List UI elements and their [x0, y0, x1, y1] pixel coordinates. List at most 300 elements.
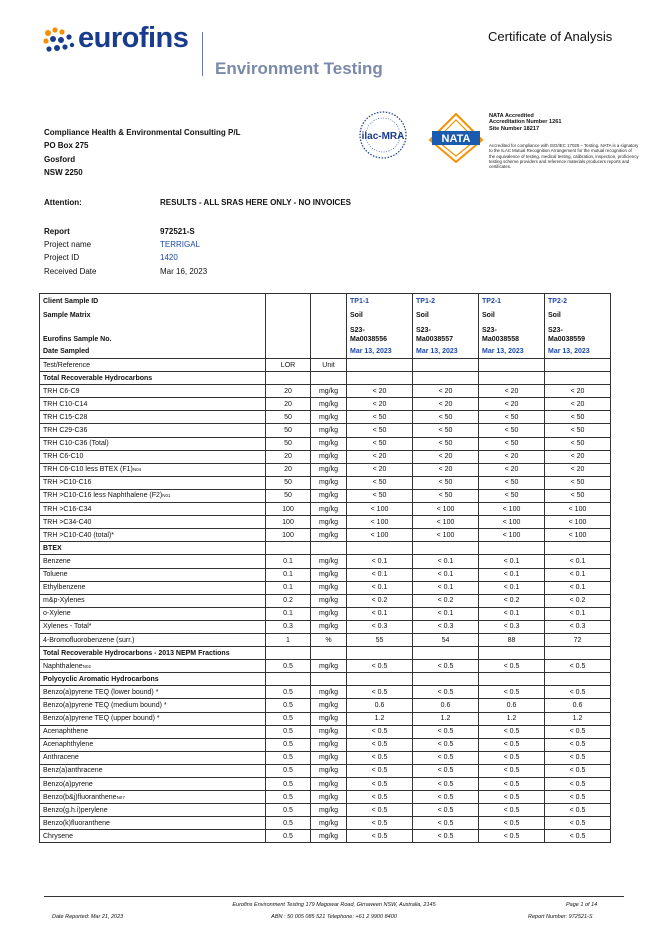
lor-cell: 0.5: [266, 791, 311, 804]
result-cell: < 100: [347, 503, 413, 516]
analyte-name: Acenaphthene: [40, 725, 266, 738]
table-row: [40, 764, 611, 777]
table-row: [40, 529, 611, 542]
result-cell: < 0.5: [347, 830, 413, 843]
result-cell: < 0.5: [479, 804, 545, 817]
unit-cell: mg/kg: [311, 581, 347, 594]
accreditation-line: Accreditation Number 1261: [489, 119, 562, 126]
result-cell: < 0.5: [347, 817, 413, 830]
eurofins-sample-no: S23- Ma0038557: [413, 322, 479, 344]
result-cell: < 50: [479, 424, 545, 437]
accreditation-description: Accredited for compliance with ISO/IEC 17025 – Testing. NATA is a signatory to the ILAC Mutual Recognition Arrangement for the mutual recognition of the equivalence of testing, medical testing, calibration, inspection, proficiency testing scheme providers and reference materials producers reports and certificates.: [489, 143, 639, 170]
table-row: [40, 568, 611, 581]
result-cell: < 0.5: [347, 686, 413, 699]
result-cell: < 50: [347, 437, 413, 450]
analyte-name: TRH C15-C28: [40, 411, 266, 424]
eurofins-sample-no: S23- Ma0038558: [479, 322, 545, 344]
table-row: [40, 738, 611, 751]
result-cell: < 20: [479, 398, 545, 411]
client-line: Gosford: [44, 154, 76, 164]
result-cell: < 20: [413, 385, 479, 398]
table-row: [40, 817, 611, 830]
result-cell: < 0.5: [479, 738, 545, 751]
result-cell: < 100: [545, 516, 611, 529]
unit-cell: mg/kg: [311, 686, 347, 699]
result-cell: < 0.1: [545, 555, 611, 568]
result-cell: < 20: [347, 385, 413, 398]
footer-divider: [44, 896, 624, 897]
ilac-mra-logo-icon: [352, 109, 414, 166]
result-cell: < 0.5: [347, 725, 413, 738]
sample-id: TP2-2: [545, 294, 611, 309]
header-row-sample-id: [40, 294, 611, 309]
lor-cell: 0.2: [266, 594, 311, 607]
result-cell: < 0.5: [413, 738, 479, 751]
lor-cell: 0.5: [266, 712, 311, 725]
table-row: [40, 463, 611, 476]
analyte-name: TRH C10-C36 (Total): [40, 437, 266, 450]
unit-cell: mg/kg: [311, 476, 347, 489]
table-row: [40, 555, 611, 568]
result-cell: < 0.1: [479, 607, 545, 620]
table-row: [40, 778, 611, 791]
lor-cell: 0.5: [266, 764, 311, 777]
lor-cell: 0.5: [266, 804, 311, 817]
result-cell: < 50: [545, 476, 611, 489]
analyte-name: Naphthalene$^{N02}$: [40, 660, 266, 673]
lor-cell: 100: [266, 529, 311, 542]
sample-matrix: Soil: [413, 308, 479, 322]
client-line: PO Box 275: [44, 141, 89, 151]
table-row: [40, 450, 611, 463]
result-cell: 0.6: [545, 699, 611, 712]
analyte-name: TRH >C16-C34: [40, 503, 266, 516]
analyte-name: TRH >C10-C16 less Naphthalene $(F2)^{N01}$: [40, 489, 266, 502]
lor-cell: 50: [266, 476, 311, 489]
test-reference-header: Test/Reference: [40, 359, 266, 372]
result-cell: < 0.5: [545, 725, 611, 738]
result-cell: < 0.1: [347, 568, 413, 581]
result-cell: 1.2: [347, 712, 413, 725]
result-cell: < 50: [479, 476, 545, 489]
result-cell: < 0.3: [413, 620, 479, 633]
lor-header: LOR: [266, 359, 311, 372]
result-cell: < 20: [545, 385, 611, 398]
lor-cell: 0.1: [266, 555, 311, 568]
lor-cell: 50: [266, 437, 311, 450]
ilac-text: ilac-MRA: [361, 131, 405, 142]
section-header-row: [40, 673, 611, 686]
nata-text: NATA: [441, 133, 471, 145]
unit-cell: mg/kg: [311, 778, 347, 791]
section-title: Total Recoverable Hydrocarbons - 2013 NEPM Fractions: [40, 647, 266, 660]
result-cell: < 50: [413, 411, 479, 424]
table-row: [40, 424, 611, 437]
result-cell: < 50: [545, 437, 611, 450]
accreditation-info: [489, 113, 561, 132]
logo-text: eurofins: [78, 22, 189, 54]
result-cell: < 0.3: [347, 620, 413, 633]
result-cell: < 0.1: [545, 581, 611, 594]
unit-cell: mg/kg: [311, 738, 347, 751]
footer-abn: ABN : 50 005 085 521 Telephone: +61 2 9900 8400: [271, 914, 397, 920]
lor-cell: 50: [266, 489, 311, 502]
lor-cell: 0.1: [266, 607, 311, 620]
results-table: [39, 293, 611, 843]
section-header-row: [40, 647, 611, 660]
result-cell: < 50: [413, 476, 479, 489]
result-cell: < 0.5: [479, 751, 545, 764]
unit-cell: mg/kg: [311, 437, 347, 450]
result-cell: < 20: [479, 385, 545, 398]
unit-cell: mg/kg: [311, 830, 347, 843]
analyte-name: TRH C29-C36: [40, 424, 266, 437]
analyte-name: Benzo(a)pyrene TEQ (upper bound) *: [40, 712, 266, 725]
result-cell: < 100: [479, 516, 545, 529]
table-row: [40, 385, 611, 398]
eurofins-sample-no: S23- Ma0038559: [545, 322, 611, 344]
result-cell: < 0.5: [413, 725, 479, 738]
analyte-name: Chrysene: [40, 830, 266, 843]
result-cell: < 0.5: [413, 817, 479, 830]
result-cell: < 20: [347, 398, 413, 411]
table-row: [40, 516, 611, 529]
result-cell: < 50: [545, 489, 611, 502]
unit-cell: mg/kg: [311, 411, 347, 424]
result-cell: 1.2: [545, 712, 611, 725]
result-cell: < 0.5: [413, 751, 479, 764]
result-cell: 1.2: [413, 712, 479, 725]
lor-cell: 100: [266, 503, 311, 516]
result-cell: < 100: [545, 529, 611, 542]
result-cell: < 0.5: [545, 778, 611, 791]
eurofins-logo-icon: [42, 26, 76, 61]
analyte-name: Benzo(a)pyrene: [40, 778, 266, 791]
lor-cell: 100: [266, 516, 311, 529]
result-cell: < 50: [479, 489, 545, 502]
received-date: Mar 16, 2023: [160, 266, 208, 276]
result-cell: < 20: [413, 463, 479, 476]
result-cell: < 0.5: [545, 804, 611, 817]
result-cell: 88: [479, 633, 545, 646]
result-cell: < 20: [545, 450, 611, 463]
lor-cell: 0.5: [266, 778, 311, 791]
result-cell: < 20: [479, 463, 545, 476]
result-cell: < 0.3: [545, 620, 611, 633]
result-cell: < 0.1: [413, 607, 479, 620]
result-cell: < 0.5: [413, 778, 479, 791]
unit-cell: mg/kg: [311, 791, 347, 804]
lor-cell: 0.5: [266, 725, 311, 738]
result-cell: < 50: [347, 476, 413, 489]
unit-cell: mg/kg: [311, 660, 347, 673]
result-cell: < 0.5: [545, 817, 611, 830]
result-cell: < 0.5: [413, 686, 479, 699]
result-cell: < 0.5: [413, 764, 479, 777]
project-id: 1420: [160, 253, 178, 263]
result-cell: 0.6: [413, 699, 479, 712]
result-cell: < 0.1: [413, 581, 479, 594]
table-row: [40, 437, 611, 450]
analyte-name: TRH C6-C10: [40, 450, 266, 463]
accreditation-line: Site Number 18217: [489, 125, 540, 132]
lor-cell: 0.5: [266, 699, 311, 712]
page-number: Page 1 of 14: [566, 902, 598, 908]
analyte-name: TRH >C10-C40 (total)*: [40, 529, 266, 542]
result-cell: < 0.5: [479, 764, 545, 777]
result-cell: < 100: [545, 503, 611, 516]
analyte-name: Ethylbenzene: [40, 581, 266, 594]
client-sample-id-header: Client Sample ID: [40, 294, 266, 309]
attention-label: Attention:: [44, 198, 82, 207]
sample-matrix-header: Sample Matrix: [40, 308, 266, 322]
result-cell: < 100: [413, 516, 479, 529]
lor-cell: 20: [266, 450, 311, 463]
result-cell: < 0.1: [347, 581, 413, 594]
lor-cell: 20: [266, 463, 311, 476]
result-cell: 54: [413, 633, 479, 646]
result-cell: < 50: [413, 437, 479, 450]
lor-cell: 0.5: [266, 830, 311, 843]
unit-cell: mg/kg: [311, 398, 347, 411]
result-cell: < 0.5: [545, 791, 611, 804]
result-cell: < 0.5: [347, 751, 413, 764]
footer-report-number: Report Number: 972521-S: [528, 914, 593, 920]
lor-cell: 0.1: [266, 581, 311, 594]
client-address: [44, 126, 240, 180]
report-number: 972521-S: [160, 227, 195, 236]
table-row: [40, 751, 611, 764]
unit-cell: mg/kg: [311, 804, 347, 817]
result-cell: 0.6: [479, 699, 545, 712]
result-cell: < 50: [413, 489, 479, 502]
result-cell: < 100: [413, 503, 479, 516]
table-row: [40, 476, 611, 489]
result-cell: < 50: [413, 424, 479, 437]
sample-matrix: Soil: [545, 308, 611, 322]
lor-cell: 0.5: [266, 660, 311, 673]
result-cell: < 0.5: [479, 686, 545, 699]
result-cell: < 0.5: [413, 660, 479, 673]
footer-address: Eurofins Environment Testing 179 Magowar Road, Girraween NSW, Australia, 2145: [232, 902, 436, 908]
table-row: [40, 607, 611, 620]
result-cell: < 0.5: [347, 778, 413, 791]
result-cell: 72: [545, 633, 611, 646]
header-row-matrix: [40, 308, 611, 322]
result-cell: < 100: [479, 529, 545, 542]
project-name-label: Project name: [44, 240, 92, 250]
client-line: NSW 2250: [44, 168, 83, 178]
result-cell: < 0.5: [413, 791, 479, 804]
report-labels: [44, 225, 96, 278]
unit-cell: mg/kg: [311, 712, 347, 725]
project-id-label: Project ID: [44, 253, 80, 263]
result-cell: < 0.5: [545, 738, 611, 751]
analyte-name: TRH >C34-C40: [40, 516, 266, 529]
result-cell: < 0.1: [479, 581, 545, 594]
result-cell: < 0.5: [479, 830, 545, 843]
client-line: Compliance Health & Environmental Consulting P/L: [44, 128, 241, 137]
result-cell: < 0.1: [413, 555, 479, 568]
lor-cell: 0.5: [266, 738, 311, 751]
unit-cell: mg/kg: [311, 489, 347, 502]
unit-cell: mg/kg: [311, 817, 347, 830]
result-cell: 55: [347, 633, 413, 646]
unit-cell: mg/kg: [311, 503, 347, 516]
analyte-name: Benzene: [40, 555, 266, 568]
table-row: [40, 791, 611, 804]
result-cell: < 0.5: [479, 817, 545, 830]
section-title: BTEX: [40, 542, 266, 555]
result-cell: < 0.5: [347, 804, 413, 817]
table-row: [40, 699, 611, 712]
lor-cell: 50: [266, 411, 311, 424]
result-cell: < 50: [347, 411, 413, 424]
result-cell: < 0.3: [479, 620, 545, 633]
accreditation-line: NATA Accredited: [489, 113, 534, 119]
result-cell: < 0.1: [479, 568, 545, 581]
sample-id: TP1-2: [413, 294, 479, 309]
sample-matrix: Soil: [479, 308, 545, 322]
table-row: [40, 581, 611, 594]
date-sampled: Mar 13, 2023: [479, 344, 545, 359]
result-cell: < 0.5: [545, 686, 611, 699]
date-reported: Date Reported: Mar 21, 2023: [52, 914, 124, 920]
sample-matrix: Soil: [347, 308, 413, 322]
unit-cell: mg/kg: [311, 555, 347, 568]
result-cell: < 0.2: [545, 594, 611, 607]
result-cell: < 20: [545, 463, 611, 476]
lor-cell: 0.5: [266, 686, 311, 699]
lor-cell: 1: [266, 633, 311, 646]
analyte-name: Toluene: [40, 568, 266, 581]
result-cell: < 20: [347, 463, 413, 476]
result-cell: < 0.5: [413, 804, 479, 817]
eurofins-sample-no: S23- Ma0038556: [347, 322, 413, 344]
analyte-name: Benzo(g.h.i)perylene: [40, 804, 266, 817]
lor-cell: 50: [266, 424, 311, 437]
lor-cell: 0.3: [266, 620, 311, 633]
analyte-name: Xylenes - Total*: [40, 620, 266, 633]
analyte-note: N01: [162, 493, 171, 499]
result-cell: < 0.5: [413, 830, 479, 843]
result-cell: < 100: [347, 516, 413, 529]
unit-cell: mg/kg: [311, 620, 347, 633]
result-cell: < 0.1: [479, 555, 545, 568]
result-cell: < 0.5: [347, 764, 413, 777]
analyte-name: 4-Bromofluorobenzene (surr.): [40, 633, 266, 646]
header-row-eurofins-no: [40, 322, 611, 344]
unit-cell: mg/kg: [311, 568, 347, 581]
table-row: [40, 411, 611, 424]
unit-cell: %: [311, 633, 347, 646]
result-cell: < 100: [413, 529, 479, 542]
result-cell: < 100: [479, 503, 545, 516]
result-cell: < 0.5: [347, 791, 413, 804]
unit-cell: mg/kg: [311, 450, 347, 463]
result-cell: < 0.5: [545, 830, 611, 843]
result-cell: < 0.2: [479, 594, 545, 607]
result-cell: < 0.5: [479, 660, 545, 673]
result-cell: < 100: [347, 529, 413, 542]
table-row: [40, 660, 611, 673]
result-cell: < 50: [347, 424, 413, 437]
analyte-note: N07: [116, 794, 125, 800]
analyte-name: Benzo(b&j)fluoranthene$^{N07}$: [40, 791, 266, 804]
table-row: [40, 620, 611, 633]
lor-cell: 0.5: [266, 817, 311, 830]
analyte-name: Benzo(a)pyrene TEQ (medium bound) *: [40, 699, 266, 712]
result-cell: < 20: [479, 450, 545, 463]
unit-cell: mg/kg: [311, 529, 347, 542]
lor-cell: 0.5: [266, 751, 311, 764]
section-header-row: [40, 542, 611, 555]
result-cell: < 50: [479, 411, 545, 424]
result-cell: < 0.5: [347, 660, 413, 673]
section-title: Total Recoverable Hydrocarbons: [40, 372, 266, 385]
nata-logo-icon: [428, 112, 484, 169]
report-label: Report: [44, 227, 70, 236]
table-row: [40, 712, 611, 725]
analyte-name: Benz(a)anthracene: [40, 764, 266, 777]
unit-cell: mg/kg: [311, 385, 347, 398]
unit-cell: mg/kg: [311, 516, 347, 529]
attention-value: RESULTS - ALL SRAS HERE ONLY - NO INVOICES: [160, 198, 351, 207]
analyte-name: m&p-Xylenes: [40, 594, 266, 607]
result-cell: < 50: [347, 489, 413, 502]
result-cell: < 0.5: [545, 660, 611, 673]
column-header-row: [40, 359, 611, 372]
unit-cell: mg/kg: [311, 751, 347, 764]
result-cell: < 0.5: [545, 751, 611, 764]
division-name: Environment Testing: [215, 59, 383, 78]
date-sampled: Mar 13, 2023: [413, 344, 479, 359]
lor-cell: 0.1: [266, 568, 311, 581]
unit-cell: mg/kg: [311, 424, 347, 437]
unit-cell: mg/kg: [311, 594, 347, 607]
unit-cell: mg/kg: [311, 764, 347, 777]
date-sampled-header: Date Sampled: [40, 344, 266, 359]
unit-cell: mg/kg: [311, 463, 347, 476]
result-cell: < 0.1: [347, 555, 413, 568]
result-cell: 1.2: [479, 712, 545, 725]
logo-divider: [202, 32, 203, 76]
unit-cell: mg/kg: [311, 607, 347, 620]
result-cell: < 0.2: [347, 594, 413, 607]
result-cell: < 0.5: [479, 791, 545, 804]
analyte-name: o-Xylene: [40, 607, 266, 620]
result-cell: < 20: [413, 398, 479, 411]
table-row: [40, 830, 611, 843]
analyte-note: N04: [132, 467, 142, 473]
sample-id: TP1-1: [347, 294, 413, 309]
analyte-name: TRH C6-C10 less BTEX $(F1)^{N04}$: [40, 463, 266, 476]
result-cell: < 50: [545, 411, 611, 424]
table-row: [40, 594, 611, 607]
section-header-row: [40, 372, 611, 385]
result-cell: < 0.5: [545, 764, 611, 777]
table-row: [40, 725, 611, 738]
analyte-name: Benzo(a)pyrene TEQ (lower bound) *: [40, 686, 266, 699]
result-cell: < 0.5: [347, 738, 413, 751]
analyte-name: TRH C10-C14: [40, 398, 266, 411]
result-cell: < 0.1: [545, 607, 611, 620]
result-cell: < 0.1: [347, 607, 413, 620]
unit-cell: mg/kg: [311, 699, 347, 712]
document-title: Certificate of Analysis: [488, 29, 613, 44]
result-cell: < 20: [347, 450, 413, 463]
analyte-name: TRH >C10-C16: [40, 476, 266, 489]
